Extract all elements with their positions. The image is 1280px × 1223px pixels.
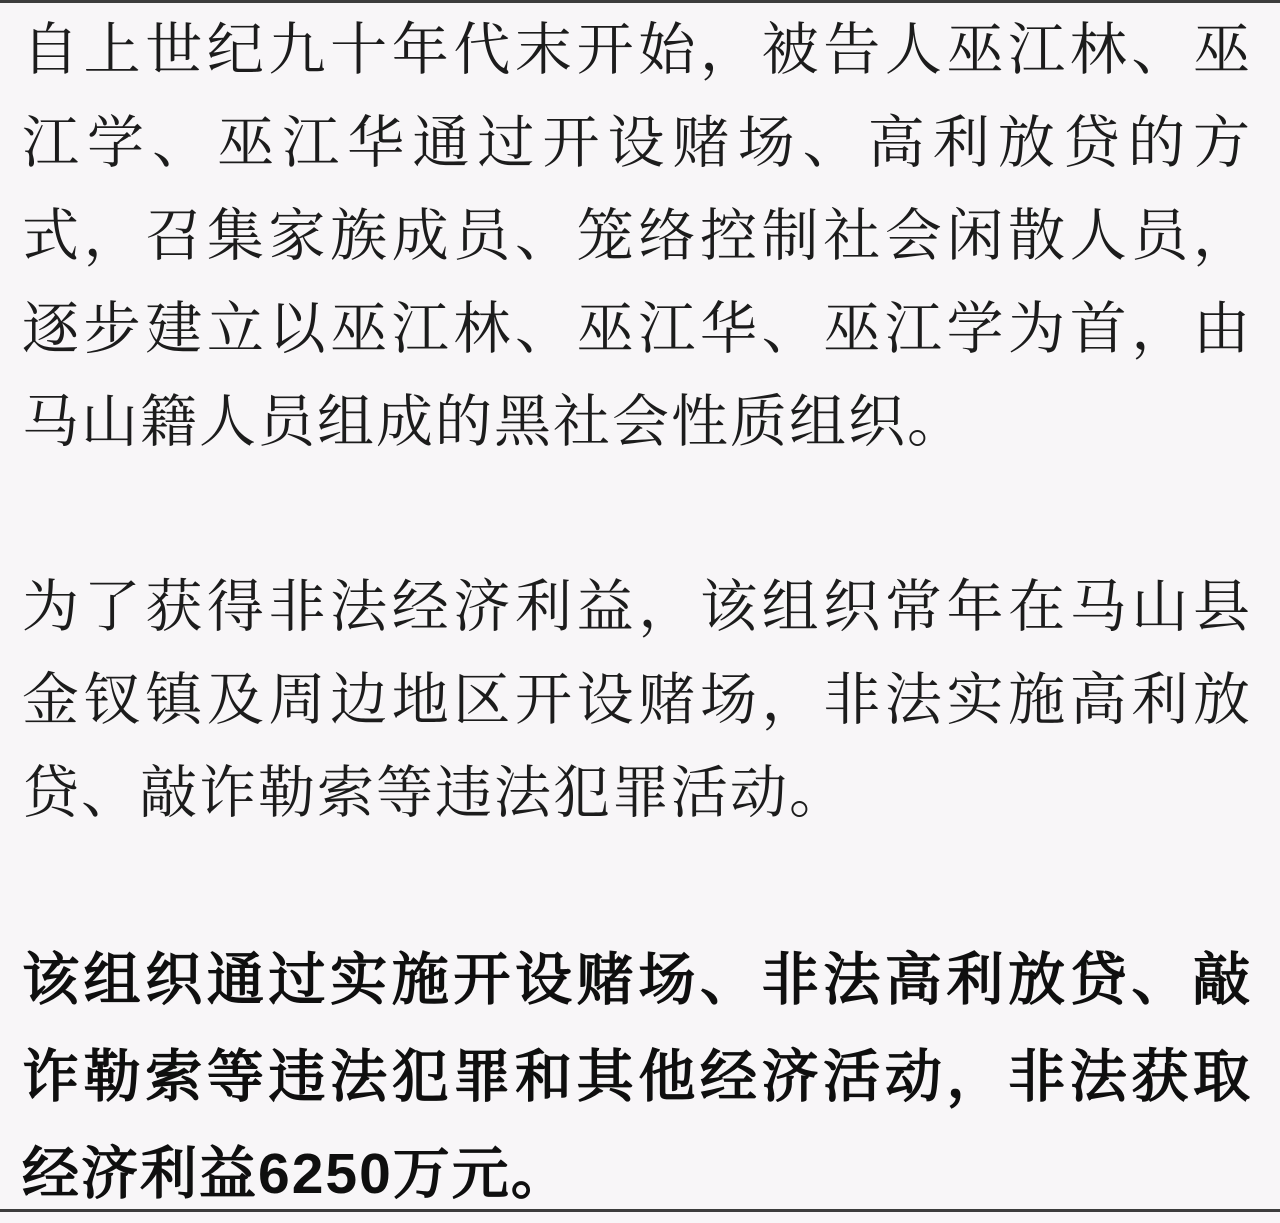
text-line: 式，召集家族成员、笼络控制社会闲散人员， bbox=[22, 204, 1252, 268]
text-line: 马山籍人员组成的黑社会性质组织。 bbox=[22, 390, 966, 454]
text-line: 逐步建立以巫江林、巫江华、巫江学为首，由 bbox=[22, 297, 1252, 361]
text-line: 江学、巫江华通过开设赌场、高利放贷的方 bbox=[22, 111, 1252, 175]
text-line: 为了获得非法经济利益，该组织常年在马山县 bbox=[22, 575, 1252, 639]
paragraph bbox=[22, 4, 1252, 469]
text-line: 该组织通过实施开设赌场、非法高利放贷、敲 bbox=[22, 948, 1252, 1012]
text-line: 经济利益6250万元。 bbox=[22, 1142, 570, 1206]
text-line: 自上世纪九十年代末开始，被告人巫江林、巫 bbox=[22, 18, 1252, 82]
article-body bbox=[22, 4, 1252, 1223]
top-clipped-text-bar bbox=[0, 0, 1280, 3]
text-line: 贷、敲诈勒索等违法犯罪活动。 bbox=[22, 761, 848, 825]
text-line: 诈勒索等违法犯罪和其他经济活动，非法获取 bbox=[22, 1045, 1252, 1109]
paragraph-bold bbox=[22, 932, 1252, 1223]
paragraph bbox=[22, 561, 1252, 840]
text-line: 金钗镇及周边地区开设赌场，非法实施高利放 bbox=[22, 668, 1252, 732]
